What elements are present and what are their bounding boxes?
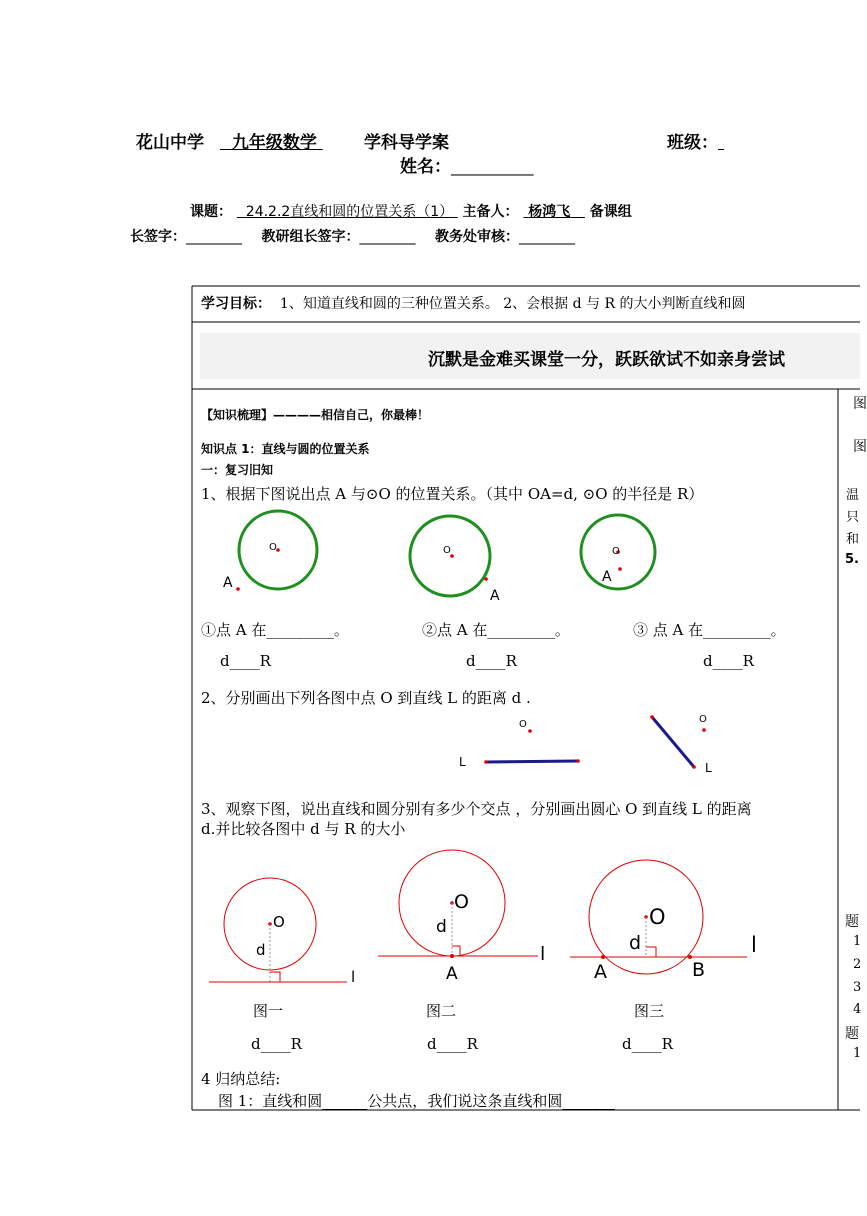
q3-label-A-3: A bbox=[594, 961, 607, 983]
q3-label-A-2: A bbox=[446, 964, 458, 984]
q2-point-O-1 bbox=[528, 729, 532, 733]
q1-point-A-2 bbox=[484, 577, 488, 581]
q1-label-A-2: A bbox=[490, 588, 500, 604]
name-label: 姓名：___________ bbox=[400, 157, 534, 177]
q2-line-L-2 bbox=[652, 717, 694, 767]
q3-figure-1 bbox=[209, 878, 355, 986]
doc-type: 学科导学案 bbox=[364, 133, 449, 153]
sign-line: 长签字：________ 教研组长签字：________ 教务处审核：________ bbox=[130, 229, 575, 245]
q2-figure-2 bbox=[650, 714, 712, 775]
right-col-6: 5. bbox=[845, 552, 859, 567]
q3-point-A-2 bbox=[450, 954, 454, 958]
right-col-1: 图 bbox=[853, 396, 867, 412]
question-1: 1、根据下图说出点 A 与⊙O 的位置关系。（其中 OA=d, ⊙O 的半径是 R） bbox=[201, 485, 704, 503]
q3-label-d-2: d bbox=[436, 917, 447, 937]
motto-text: 沉默是金难买课堂一分，跃跃欲试不如亲身尝试 bbox=[428, 350, 785, 370]
q2-label-L-2: L bbox=[705, 761, 712, 775]
q2-label-O-2: O bbox=[699, 714, 707, 725]
right-col-7: 题 bbox=[845, 914, 859, 930]
q2-label-O-1: O bbox=[519, 719, 527, 730]
subject-name: 九年级数学 bbox=[231, 133, 317, 153]
question-4: 4 归纳总结: bbox=[201, 1070, 281, 1088]
knowledge-point: 知识点 1：直线与圆的位置关系 bbox=[201, 442, 370, 456]
right-col-4: 只 bbox=[846, 510, 860, 525]
right-col-2: 图 bbox=[853, 439, 867, 455]
q3-figure-2 bbox=[378, 850, 545, 984]
question-3-line-1: 3、观察下图，说出直线和圆分别有多少个交点 ，分别画出圆心 O 到直线 L 的距离 bbox=[201, 800, 752, 818]
class-label: 班级： bbox=[667, 133, 718, 153]
right-col-10: 3 bbox=[853, 980, 862, 995]
q1-figure-1 bbox=[223, 511, 317, 591]
q3-label-l-3: l bbox=[751, 933, 757, 957]
q1-label-O-2: O bbox=[443, 545, 451, 556]
q3-label-d-3: d bbox=[629, 932, 642, 954]
q3-dR-2: d____R bbox=[427, 1035, 478, 1053]
school-name: 花山中学 bbox=[136, 133, 204, 153]
q3-label-d-1: d bbox=[256, 941, 266, 959]
right-col-13: 1 bbox=[853, 1046, 862, 1061]
review-heading: 一：复习旧知 bbox=[201, 463, 274, 477]
right-col-5: 和 bbox=[846, 532, 860, 547]
section-heading: 【知识梳理】————相信自己，你最棒！ bbox=[201, 408, 430, 422]
q2-figure-1 bbox=[459, 719, 580, 769]
figure-2-caption: 图二 bbox=[426, 1002, 457, 1020]
q2-line-L-1 bbox=[486, 761, 578, 762]
q3-figure-3 bbox=[570, 860, 757, 983]
topic-line: 课题： 24.2.2直线和圆的位置关系（1） 主备人： 杨鸿飞 备课组 bbox=[190, 204, 632, 220]
q3-label-B-3: B bbox=[692, 959, 706, 981]
q1-answer-1: ①点 A 在_________。 bbox=[201, 621, 349, 639]
figure-1-caption: 图一 bbox=[253, 1002, 284, 1020]
q1-answer-2: ②点 A 在_________。 bbox=[422, 621, 570, 639]
question-3-line-2: d.并比较各图中 d 与 R 的大小 bbox=[201, 820, 406, 838]
question-2: 2、分别画出下列各图中点 O 到直线 L 的距离 d . bbox=[201, 689, 531, 707]
right-col-3: 温 bbox=[846, 488, 860, 503]
question-4-line: 图 1：直线和圆______公共点，我们说这条直线和圆_______ bbox=[218, 1092, 615, 1110]
q1-point-A-3 bbox=[618, 567, 622, 571]
right-col-11: 4 bbox=[853, 1002, 862, 1017]
figure-3-caption: 图三 bbox=[634, 1002, 665, 1020]
q3-point-A-3 bbox=[601, 955, 605, 959]
q3-dR-3: d____R bbox=[622, 1035, 673, 1053]
q3-label-O-2: O bbox=[454, 891, 469, 913]
q3-label-O-3: O bbox=[649, 905, 666, 929]
q1-figure-3 bbox=[581, 515, 655, 589]
q3-label-l-1: l bbox=[351, 968, 356, 986]
q1-label-O-3: O bbox=[612, 546, 620, 557]
q1-point-A-1 bbox=[236, 587, 240, 591]
q3-label-l-2: l bbox=[540, 943, 546, 965]
q1-dR-1: d____R bbox=[220, 652, 271, 670]
q1-label-O-1: O bbox=[269, 542, 277, 553]
q1-label-A-3: A bbox=[602, 569, 612, 585]
objectives-row: 学习目标： 1、知道直线和圆的三种位置关系。 2、会根据 d 与 R 的大小判断直线和圆 bbox=[201, 296, 746, 312]
q1-figure-2 bbox=[410, 516, 500, 604]
q1-answer-3: ③ 点 A 在_________。 bbox=[633, 621, 786, 639]
q2-point-O-2 bbox=[702, 728, 706, 732]
q3-label-O-1: O bbox=[273, 913, 285, 931]
right-col-9: 2 bbox=[853, 957, 862, 972]
q2-label-L-1: L bbox=[459, 755, 466, 769]
q1-label-A-1: A bbox=[223, 575, 233, 591]
q1-dR-3: d____R bbox=[703, 652, 754, 670]
q3-dR-1: d____R bbox=[251, 1035, 302, 1053]
right-col-8: 1 bbox=[853, 934, 862, 949]
right-col-12: 题 bbox=[845, 1026, 859, 1042]
q1-dR-2: d____R bbox=[466, 652, 517, 670]
q1-circle-2 bbox=[410, 516, 490, 596]
